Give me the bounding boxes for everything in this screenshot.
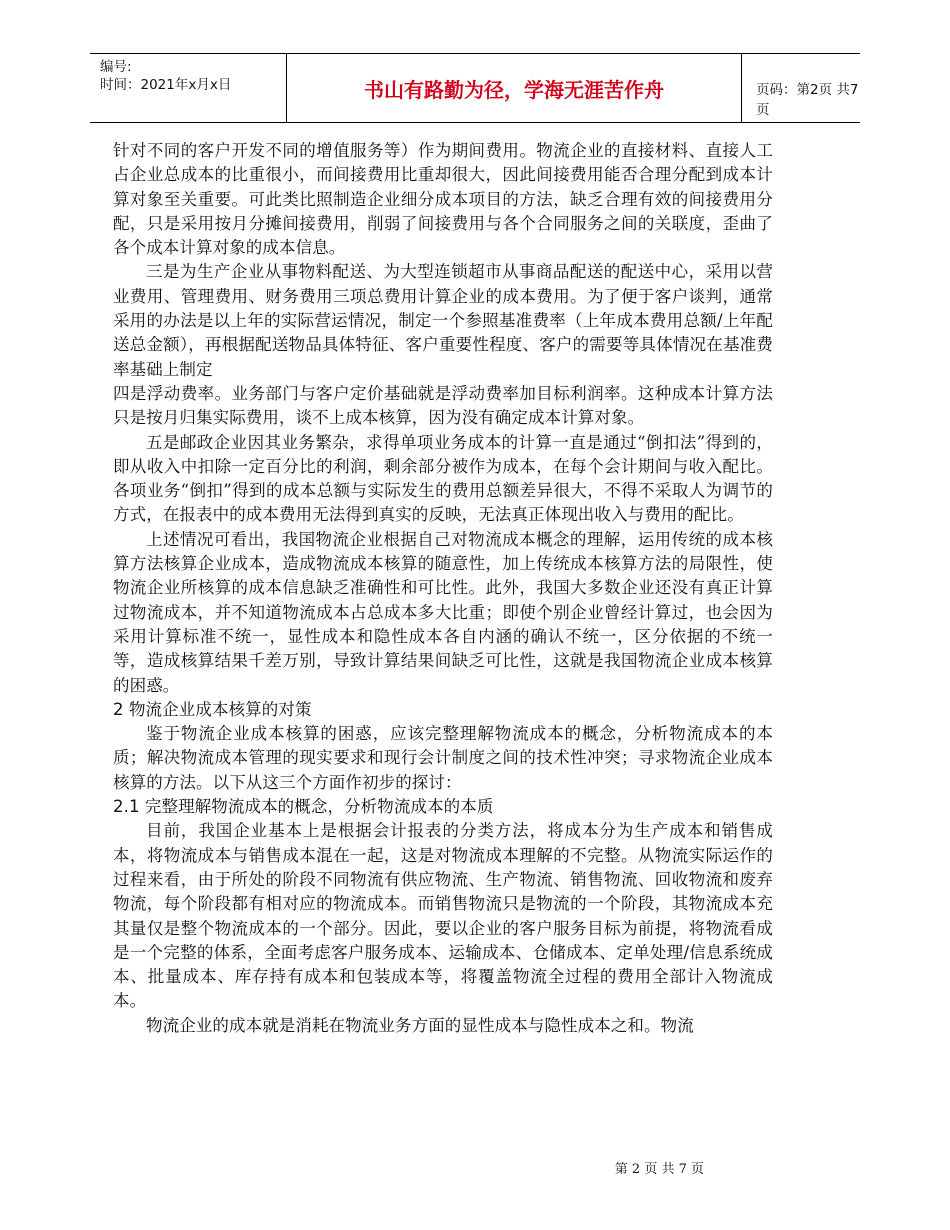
header-meta (100, 58, 286, 94)
paragraph: 三是为生产企业从事物料配送、为大型连锁超市从事商品配送的配送中心，采用以营业费用、管理费用、财务费用三项总费用计算企业的成本费用。为了便于客户谈判，通常采用的办法是以上年的实际营运情况，制定一个参照基准费率（上年成本费用总额/上年配送总金额），再根据配送物品具体特征、客户重要性程度、客户的需要等具体情况在基准费率基础上制定 (113, 262, 773, 379)
paragraph: 目前，我国企业基本上是根据会计报表的分类方法，将成本分为生产成本和销售成本，将物流成本与销售成本混在一起，这是对物流成本理解的不完整。从物流实际运作的过程来看，由于所处的阶段不同物流有供应物流、生产物流、销售物流、回收物流和废弃物流，每个阶段都有相对应的物流成本。而销售物流只是物流的一个阶段，其物流成本充其量仅是整个物流成本的一个部分。因此，要以企业的客户服务目标为前提，将物流看成是一个完整的体系，全面考虑客户服务成本、运输成本、仓储成本、定单处理/信息系统成本、批量成本、库存持有成本和包装成本等，将覆盖物流全过程的费用全部计入物流成本。 (113, 821, 773, 1011)
doc-number-label: 编号: (100, 59, 132, 75)
header-page-number: 页码：第2页 共7页 (756, 82, 859, 118)
paragraph: 针对不同的客户开发不同的增值服务等）作为期间费用。物流企业的直接材料、直接人工占企业总成本的比重很小，而间接费用比重却很大，因此间接费用能否合理分配到成本计算对象至关重要。可此类比照制造企业细分成本项目的方法，缺乏合理有效的间接费用分配，只是采用按月分摊间接费用，削弱了间接费用与各个合同服务之间的关联度，歪曲了各个成本计算对象的成本信息。 (113, 141, 773, 258)
page-header (90, 53, 860, 123)
header-motto: 书山有路勤为径，学海无涯苦作舟 (286, 54, 742, 122)
document-body (113, 139, 773, 1038)
paragraph: 四是浮动费率。业务部门与客户定价基础就是浮动费率加目标利润率。这种成本计算方法只是按月归集实际费用，谈不上成本核算，因为没有确定成本计算对象。 (113, 383, 773, 428)
subsection-heading: 2.1 完整理解物流成本的概念，分析物流成本的本质 (113, 797, 494, 817)
paragraph: 上述情况可看出，我国物流企业根据自己对物流成本概念的理解，运用传统的成本核算方法核算企业成本，造成物流成本核算的随意性，加上传统成本核算方法的局限性，使物流企业所核算的成本信息缺乏准确性和可比性。此外，我国大多数企业还没有真正计算过物流成本，并不知道物流成本占总成本多大比重；即使个别企业曾经计算过，也会因为采用计算标准不统一，显性成本和隐性成本各自内涵的确认不统一，区分依据的不统一等，造成核算结果千差万别，导致计算结果间缺乏可比性，这就是我国物流企业成本核算的困惑。 (113, 529, 773, 695)
doc-time: 时间：2021年x月x日 (100, 77, 232, 93)
paragraph: 五是邮政企业因其业务繁杂，求得单项业务成本的计算一直是通过“倒扣法”得到的，即从收入中扣除一定百分比的利润，剩余部分被作为成本，在每个会计期间与收入配比。各项业务“倒扣”得到的成本总额与实际发生的费用总额差异很大，不得不采取人为调节的方式，在报表中的成本费用无法得到真实的反映，无法真正体现出收入与费用的配比。 (113, 432, 773, 525)
page-footer: 第 2 页 共 7 页 (614, 1162, 704, 1177)
paragraph: 物流企业的成本就是消耗在物流业务方面的显性成本与隐性成本之和。物流 (146, 1015, 694, 1035)
paragraph: 鉴于物流企业成本核算的困惑，应该完整理解物流成本的概念，分析物流成本的本质；解决物流成本管理的现实要求和现行会计制度之间的技术性冲突；寻求物流企业成本核算的方法。以下从这三个方面作初步的探讨： (113, 724, 773, 792)
section-heading: 2 物流企业成本核算的对策 (113, 699, 312, 719)
